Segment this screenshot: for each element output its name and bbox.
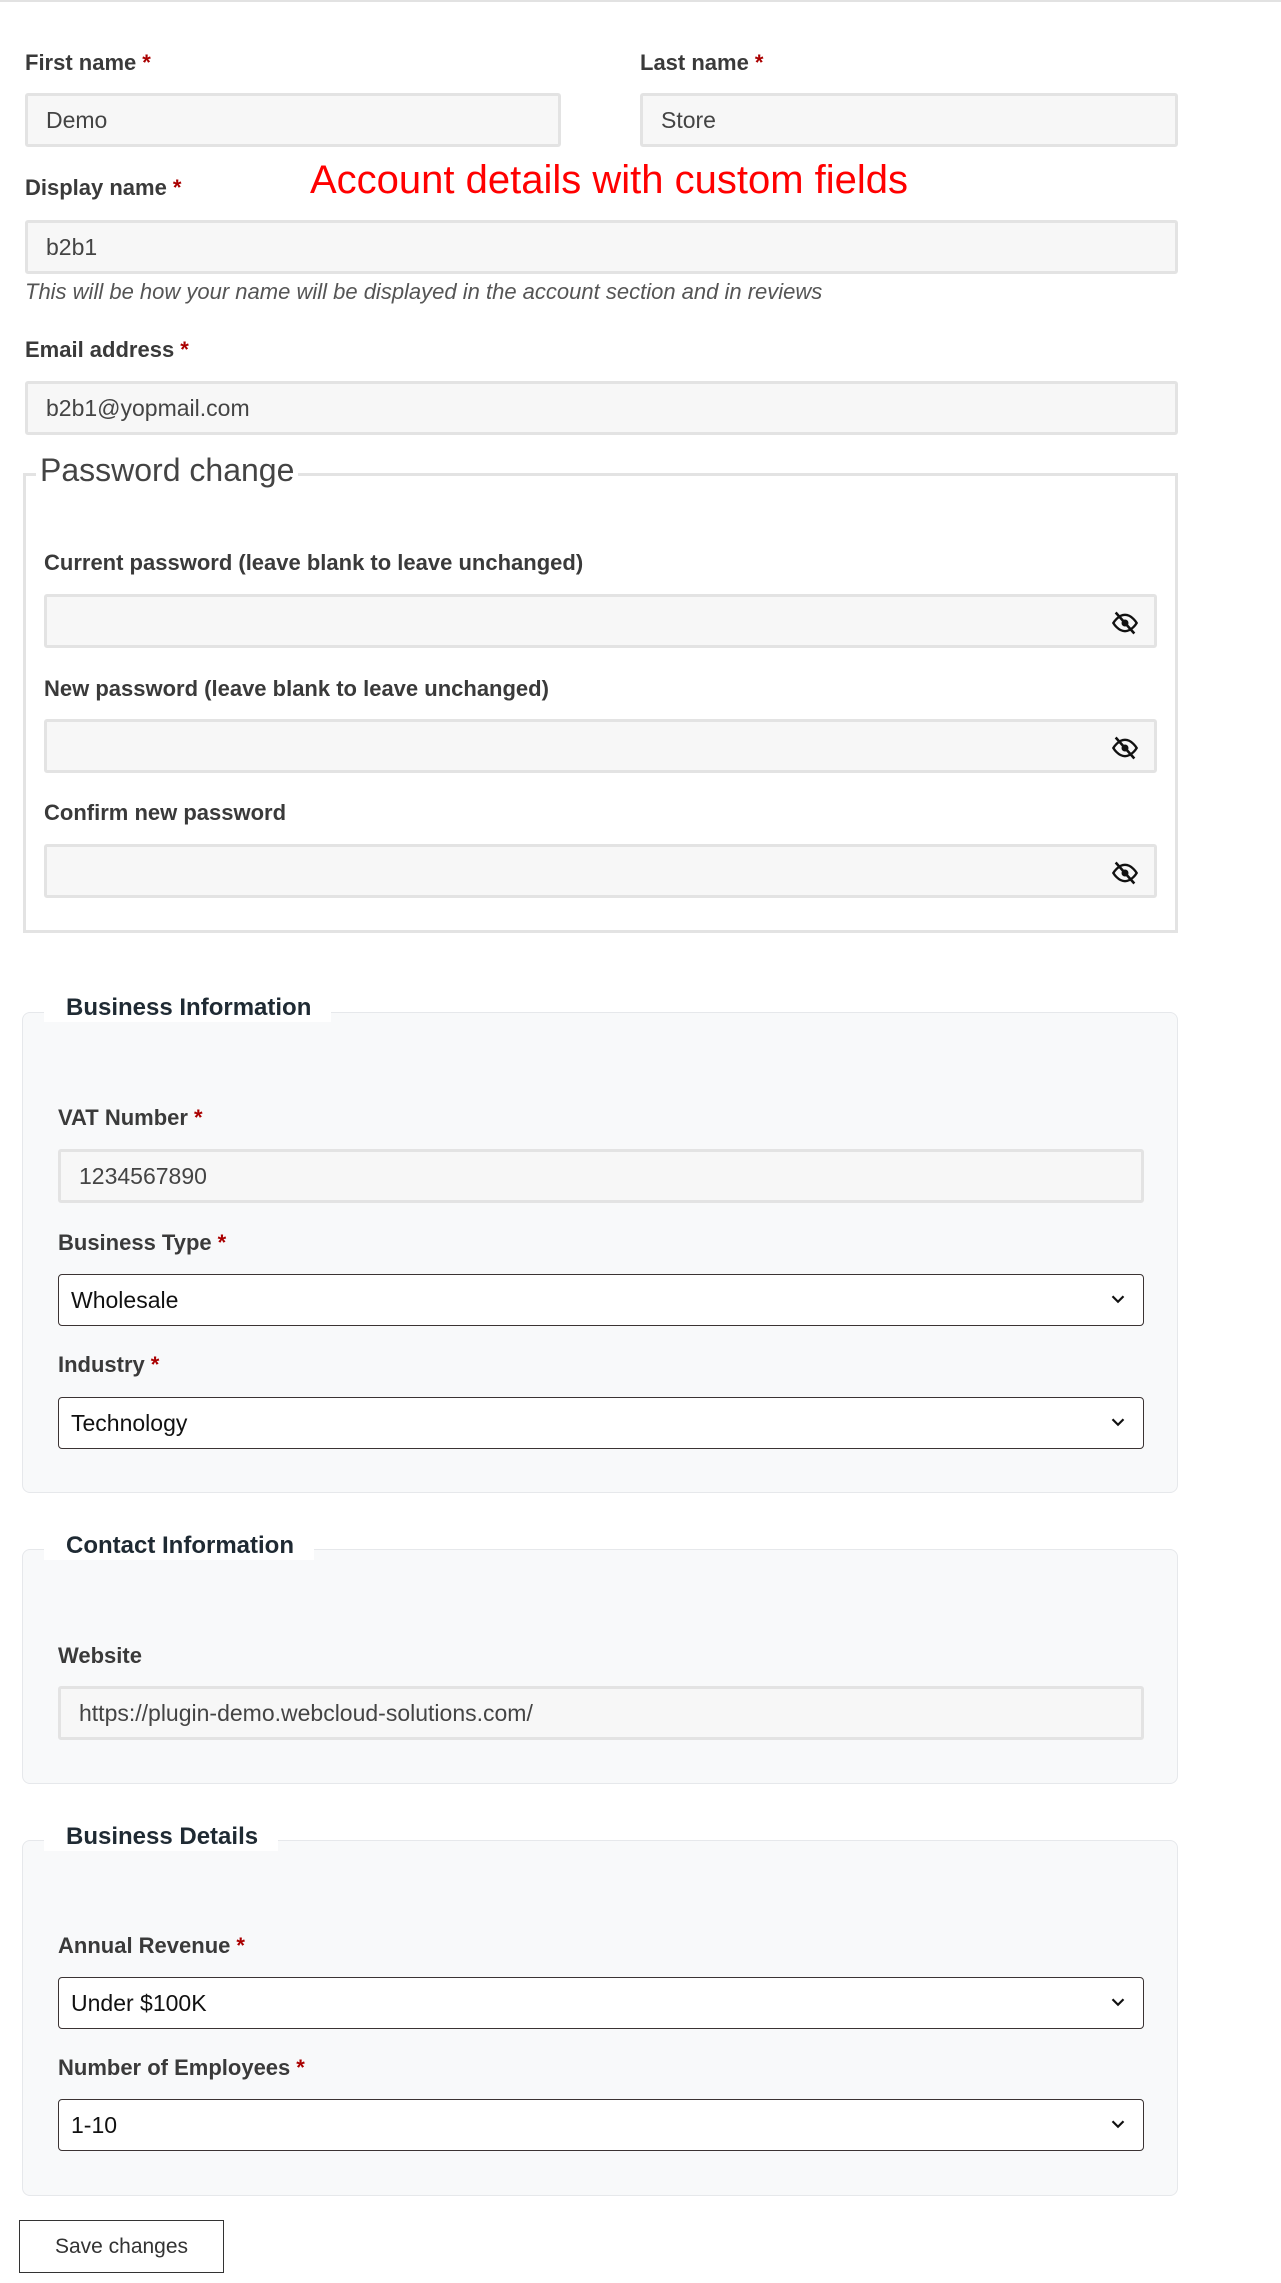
- contact-information-section: [22, 1549, 1178, 1784]
- vat-input[interactable]: 1234567890: [58, 1149, 1144, 1203]
- new-password-input[interactable]: [44, 719, 1157, 773]
- email-input[interactable]: b2b1@yopmail.com: [25, 381, 1178, 435]
- eye-slash-icon[interactable]: [1110, 859, 1140, 887]
- employees-select[interactable]: 1-10: [58, 2099, 1144, 2151]
- employees-label: Number of Employees *: [58, 2055, 305, 2080]
- industry-label: Industry *: [58, 1352, 160, 1377]
- display-name-label: Display name *: [25, 175, 182, 200]
- confirm-password-label: Confirm new password: [44, 800, 287, 825]
- business-type-label: Business Type *: [58, 1230, 227, 1255]
- email-label: Email address *: [25, 337, 189, 362]
- display-name-hint: This will be how your name will be displayed in the account section and in reviews: [25, 279, 823, 304]
- chevron-down-icon: [1107, 1288, 1129, 1310]
- last-name-label: Last name *: [640, 50, 764, 75]
- chevron-down-icon: [1107, 2113, 1129, 2135]
- industry-select[interactable]: Technology: [58, 1397, 1144, 1449]
- save-changes-button[interactable]: Save changes: [19, 2220, 224, 2273]
- password-legend: Password change: [36, 452, 298, 489]
- chevron-down-icon: [1107, 1411, 1129, 1433]
- vat-label: VAT Number *: [58, 1105, 203, 1130]
- annual-revenue-label: Annual Revenue *: [58, 1933, 245, 1958]
- contact-information-legend: Contact Information: [44, 1532, 314, 1560]
- display-name-input[interactable]: b2b1: [25, 220, 1178, 274]
- confirm-password-input[interactable]: [44, 844, 1157, 898]
- top-divider: [0, 0, 1281, 2]
- first-name-input[interactable]: Demo: [25, 93, 561, 147]
- current-password-input[interactable]: [44, 594, 1157, 648]
- website-label: Website: [58, 1643, 142, 1668]
- business-information-legend: Business Information: [44, 994, 331, 1022]
- eye-slash-icon[interactable]: [1110, 734, 1140, 762]
- new-password-label: New password (leave blank to leave unchanged): [44, 676, 549, 701]
- website-input[interactable]: https://plugin-demo.webcloud-solutions.com/: [58, 1686, 1144, 1740]
- business-details-legend: Business Details: [44, 1823, 278, 1851]
- last-name-input[interactable]: Store: [640, 93, 1178, 147]
- first-name-label: First name *: [25, 50, 151, 75]
- current-password-label: Current password (leave blank to leave unchanged): [44, 550, 584, 575]
- eye-slash-icon[interactable]: [1110, 609, 1140, 637]
- annotation-text: Account details with custom fields: [310, 158, 909, 202]
- annual-revenue-select[interactable]: Under $100K: [58, 1977, 1144, 2029]
- business-type-select[interactable]: Wholesale: [58, 1274, 1144, 1326]
- chevron-down-icon: [1107, 1991, 1129, 2013]
